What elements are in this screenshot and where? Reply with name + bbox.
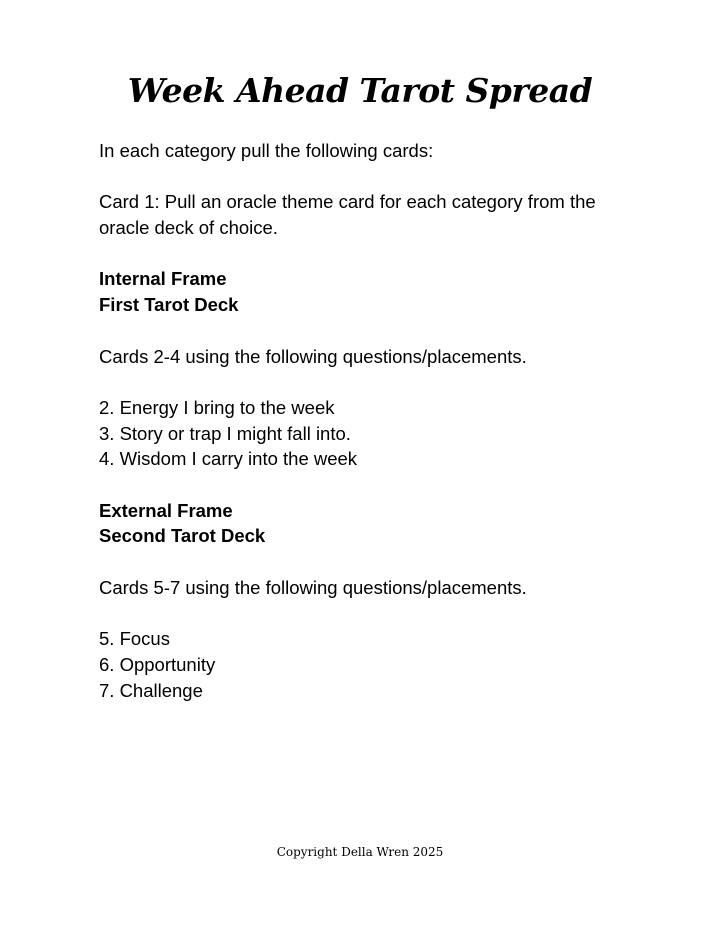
second-deck-heading: Second Tarot Deck	[99, 525, 266, 547]
list-item: 4. Wisdom I carry into the week	[99, 448, 358, 470]
internal-frame-heading: Internal Frame	[99, 268, 227, 290]
intro-text: In each category pull the following cards:	[99, 140, 434, 161]
page-title: Week Ahead Tarot Spread	[127, 71, 593, 110]
spacer	[99, 549, 639, 575]
document-body	[99, 138, 639, 703]
spacer	[99, 241, 639, 267]
list-item: 5. Focus	[99, 628, 170, 650]
card1-instruction: Card 1: Pull an oracle theme card for each category from the oracle deck of choice.	[99, 191, 596, 239]
external-instruction: Cards 5-7 using the following questions/placements.	[99, 576, 527, 598]
list-item: 3. Story or trap I might fall into.	[99, 422, 351, 444]
copyright-footer: Copyright Della Wren 2025	[276, 845, 444, 859]
external-frame-heading: External Frame	[99, 499, 233, 521]
list-item: 6. Opportunity	[99, 653, 216, 675]
spacer	[99, 472, 639, 498]
list-item: 7. Challenge	[99, 679, 203, 701]
spacer	[99, 601, 639, 627]
spacer	[99, 369, 639, 395]
list-item: 2. Energy I bring to the week	[99, 396, 335, 418]
spacer	[99, 164, 639, 190]
internal-instruction: Cards 2-4 using the following questions/placements.	[99, 345, 527, 367]
spacer	[99, 318, 639, 344]
first-deck-heading: First Tarot Deck	[99, 294, 239, 316]
